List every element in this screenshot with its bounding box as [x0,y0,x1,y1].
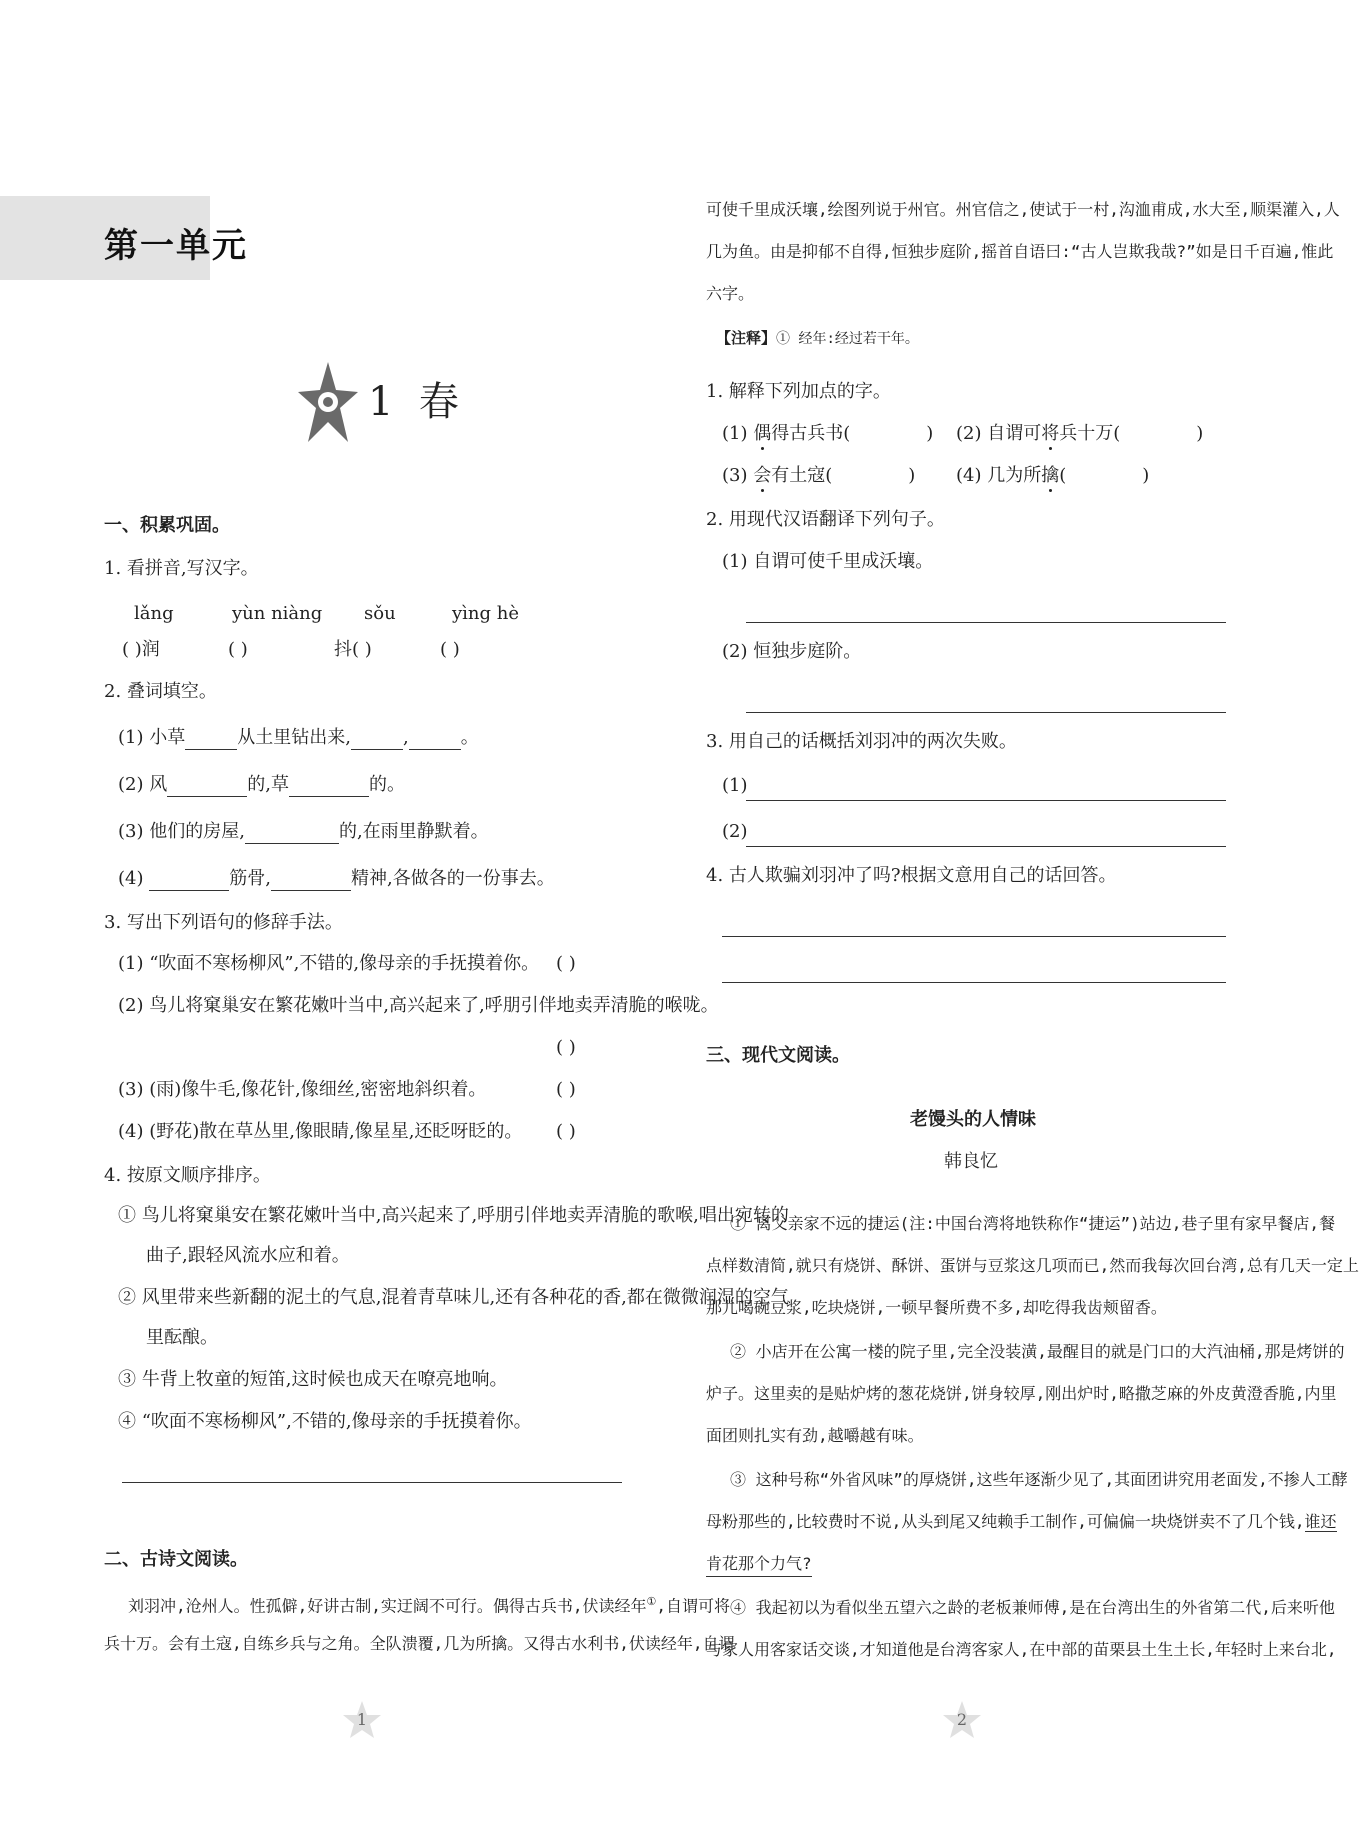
q4-item-3: ③ 牛背上牧童的短笛,这时候也成天在嘹亮地响。 [118,1369,508,1390]
r-q1-item-2: (2) 自谓可将兵十万( ) [956,423,1204,444]
q2-item-3: (3) 他们的房屋, 的,在雨里静默着。 [118,821,489,842]
fill-blank[interactable] [149,870,229,891]
unit-title: 第一单元 [104,226,248,266]
r-q1-prompt: 1. 解释下列加点的字。 [706,381,891,402]
q2-prompt: 2. 叠词填空。 [104,681,217,702]
pinyin-1: lǎng [134,603,174,624]
article-line-1: ① 离父亲家不远的捷运(注:中国台湾将地铁称作“捷运”)站边,巷子里有家早餐店,餐 [730,1214,1336,1233]
q3-answer-1[interactable]: ( ) [556,953,576,974]
answer-line[interactable] [746,622,1226,623]
r-q1-item-4: (4) 几为所擒( ) [956,465,1150,486]
lesson-header [296,356,459,452]
section-3-heading: 三、现代文阅读。 [706,1045,850,1066]
article-title: 老馒头的人情味 [910,1109,1036,1130]
blank-4[interactable]: ( ) [440,639,460,660]
q3-prompt: 3. 写出下列语句的修辞手法。 [104,912,343,933]
q3-item-4: (4) (野花)散在草丛里,像眼睛,像星星,还眨呀眨的。 [118,1121,523,1142]
q3-answer-4[interactable]: ( ) [556,1121,576,1142]
star-icon [296,356,360,452]
q4-item-2-cont: 里酝酿。 [146,1327,218,1348]
fill-blank[interactable] [245,823,339,844]
q1-prompt: 1. 看拼音,写汉字。 [104,558,259,579]
classical-text-line-2: 兵十万。会有土寇,自练乡兵与之角。全队溃覆,几为所擒。又得古水利书,伏读经年,自谓 [104,1634,735,1653]
r-q4-prompt: 4. 古人欺骗刘羽冲了吗?根据文意用自己的话回答。 [706,865,1117,886]
q3-item-2: (2) 鸟儿将窠巢安在繁花嫩叶当中,高兴起来了,呼朋引伴地卖弄清脆的喉咙。 [118,995,719,1016]
pinyin-4: yìng hè [452,603,520,624]
q2-item-1: (1) 小草 从土里钻出来, , 。 [118,727,479,748]
blank-3[interactable]: 抖( ) [334,639,372,660]
r-q2-item-1: (1) 自谓可使千里成沃壤。 [722,551,934,572]
answer-line[interactable] [746,712,1226,713]
section-2-heading: 二、古诗文阅读。 [104,1549,248,1570]
blank-2[interactable]: ( ) [228,639,248,660]
r-q2-item-2: (2) 恒独步庭阶。 [722,641,862,662]
article-line-5: 炉子。这里卖的是贴炉烤的葱花烧饼,饼身较厚,刚出炉时,略撒芝麻的外皮黄澄香脆,内里 [706,1384,1337,1403]
annotation: 【注释】① 经年:经过若干年。 [716,329,919,347]
q3-answer-2[interactable]: ( ) [556,1037,576,1058]
classical-text-cont-1: 可使千里成沃壤,绘图列说于州官。州官信之,使试于一村,沟洫甫成,水大至,顺渠灌入,人 [706,200,1340,219]
lesson-title: 1 春 [368,379,459,425]
page-number-1: 1 [342,1700,382,1740]
fill-blank[interactable] [289,776,369,797]
q4-item-4: ④ “吹面不寒杨柳风”,不错的,像母亲的手抚摸着你。 [118,1411,532,1432]
article-line-6: 面团则扎实有劲,越嚼越有味。 [706,1426,924,1445]
r-q3-label-2: (2) [722,821,748,842]
q2-item-2: (2) 风 的,草 的。 [118,774,405,795]
fill-blank[interactable] [351,729,403,750]
r-q1-item-1: (1) 偶得古兵书( ) [722,423,934,444]
fill-blank[interactable] [185,729,237,750]
answer-line[interactable] [122,1482,622,1483]
article-line-11: 与家人用客家话交谈,才知道他是台湾客家人,在中部的苗栗县土生土长,年轻时上来台北, [706,1640,1337,1659]
answer-line[interactable] [722,982,1226,983]
r-q3-label-1: (1) [722,775,748,796]
q2-item-4: (4) 筋骨, 精神,各做各的一份事去。 [118,868,555,889]
fill-blank[interactable] [271,870,351,891]
r-q1-item-3: (3) 会有土寇( ) [722,465,916,486]
classical-text-cont-2: 几为鱼。由是抑郁不自得,恒独步庭阶,摇首自语曰:“古人岂欺我哉?”如是日千百遍,惟此 [706,242,1334,261]
article-line-8: 母粉那些的,比较费时不说,从头到尾又纯赖手工制作,可偏偏一块烧饼卖不了几个钱,谁还 [706,1512,1337,1531]
pinyin-3: sǒu [364,603,396,624]
classical-text-cont-3: 六字。 [706,284,755,303]
q3-item-3: (3) (雨)像牛毛,像花针,像细丝,密密地斜织着。 [118,1079,487,1100]
q4-prompt: 4. 按原文顺序排序。 [104,1165,271,1186]
article-line-9: 肯花那个力气? [706,1552,812,1577]
article-line-10: ④ 我起初以为看似坐五望六之龄的老板兼师傅,是在台湾出生的外省第二代,后来听他 [730,1598,1335,1617]
fill-blank[interactable] [167,776,247,797]
answer-line[interactable] [722,936,1226,937]
q3-answer-3[interactable]: ( ) [556,1079,576,1100]
article-author: 韩良忆 [944,1151,998,1172]
article-line-3: 那儿喝碗豆浆,吃块烧饼,一顿早餐所费不多,却吃得我齿颊留香。 [706,1298,1167,1317]
pinyin-2: yùn niàng [232,603,323,624]
answer-line[interactable] [746,800,1226,801]
article-line-7: ③ 这种号称“外省风味”的厚烧饼,这些年逐渐少见了,其面团讲究用老面发,不掺人工酵 [730,1470,1348,1489]
q4-item-1-cont: 曲子,跟轻风流水应和着。 [146,1245,350,1266]
q4-item-2: ② 风里带来些新翻的泥土的气息,混着青草味儿,还有各种花的香,都在微微润湿的空气 [118,1287,789,1308]
blank-1[interactable]: ( )润 [122,639,160,660]
classical-text-line-1: 刘羽冲,沧州人。性孤僻,好讲古制,实迂阔不可行。偶得古兵书,伏读经年①,自谓可将 [128,1595,731,1616]
answer-line[interactable] [746,846,1226,847]
section-1-heading: 一、积累巩固。 [104,515,230,536]
fill-blank[interactable] [409,729,461,750]
article-line-4: ② 小店开在公寓一楼的院子里,完全没装潢,最醒目的就是门口的大汽油桶,那是烤饼的 [730,1342,1345,1361]
r-q2-prompt: 2. 用现代汉语翻译下列句子。 [706,509,945,530]
q4-item-1: ① 鸟儿将窠巢安在繁花嫩叶当中,高兴起来了,呼朋引伴地卖弄清脆的歌喉,唱出宛转的 [118,1205,789,1226]
page-number-2: 2 [942,1700,982,1740]
article-line-2: 点样数清简,就只有烧饼、酥饼、蛋饼与豆浆这几项而已,然而我每次回台湾,总有几天一定上 [706,1256,1359,1275]
r-q3-prompt: 3. 用自己的话概括刘羽冲的两次失败。 [706,731,1017,752]
q3-item-1: (1) “吹面不寒杨柳风”,不错的,像母亲的手抚摸着你。 [118,953,540,974]
